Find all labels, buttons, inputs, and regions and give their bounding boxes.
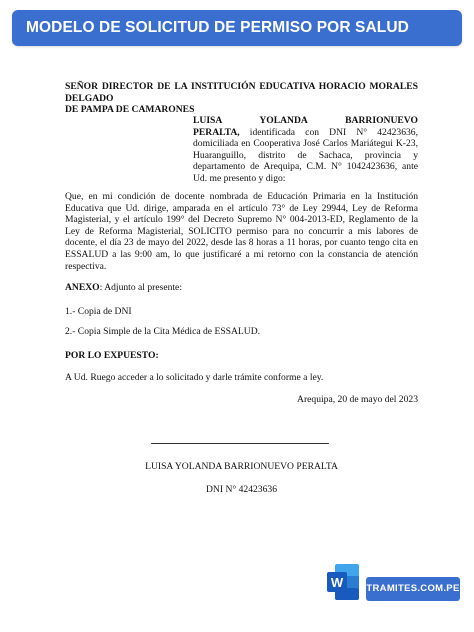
annex-text: : Adjunto al presente:: [99, 282, 182, 293]
annex-label: ANEXO: [65, 282, 100, 293]
page-title: MODELO DE SOLICITUD DE PERMISO POR SALUD: [26, 19, 409, 36]
applicant-name-line-1: LUISA YOLANDA BARRIONUEVO: [193, 115, 418, 126]
applicant-name-line-2: PERALTA,: [193, 126, 240, 138]
letter-addressee: [65, 81, 418, 116]
applicant-block: [193, 115, 418, 185]
annex-item-1: 1.- Copia de DNI: [65, 306, 132, 317]
letter-body: Que, en mi condición de docente nombrada de Educación Primaria en la Institución Educativa que Ud. dirige, amparada en el artículo 73° de Ley 29944, Ley de Reforma Magisterial, y el artículo 199° del Decreto Supremo N° 004-2013-ED, Reglamento de la Ley de Reforma Magisterial, SOLICITO permiso para no concurrir a mis labores de docente, el día 23 de mayo del 2022, desde las 8 horas a 11 horas, por cuanto tengo cita en ESSALUD a las 9:00 am, lo que justificaré a mi retorno con la constancia de atención respectiva.: [65, 191, 418, 272]
microsoft-word-icon: [326, 562, 360, 602]
expuesto-heading: POR LO EXPUESTO:: [65, 350, 159, 361]
brand-badge[interactable]: TRAMITES.COM.PE: [366, 577, 460, 601]
title-banner: [12, 10, 462, 46]
addressee-line-2: DE PAMPA DE CAMARONES: [65, 104, 195, 116]
signature-name: LUISA YOLANDA BARRIONUEVO PERALTA: [145, 461, 338, 472]
signature-dni: DNI N° 42423636: [206, 484, 277, 495]
signature-line: [151, 443, 329, 444]
place-date: Arequipa, 20 de mayo del 2023: [297, 394, 418, 405]
addressee-line-1: SEÑOR DIRECTOR DE LA INSTITUCIÓN EDUCATIVA HORACIO MORALES DELGADO: [65, 81, 418, 104]
annex-heading: [65, 282, 418, 294]
word-letter: W: [330, 575, 344, 590]
applicant-details: identificada con DNI N° 42423636, domiciliada en Cooperativa José Carlos Mariátegui K-23, Huaranguillo, distrito de Sachaca, provincia y departamento de Arequipa, C.M. N° 1042423636, ante Ud. me presento y digo:: [193, 126, 418, 184]
annex-item-2: 2.- Copia Simple de la Cita Médica de ESSALUD.: [65, 326, 261, 337]
request-text: A Ud. Ruego acceder a lo solicitado y darle trámite conforme a ley.: [65, 372, 324, 383]
